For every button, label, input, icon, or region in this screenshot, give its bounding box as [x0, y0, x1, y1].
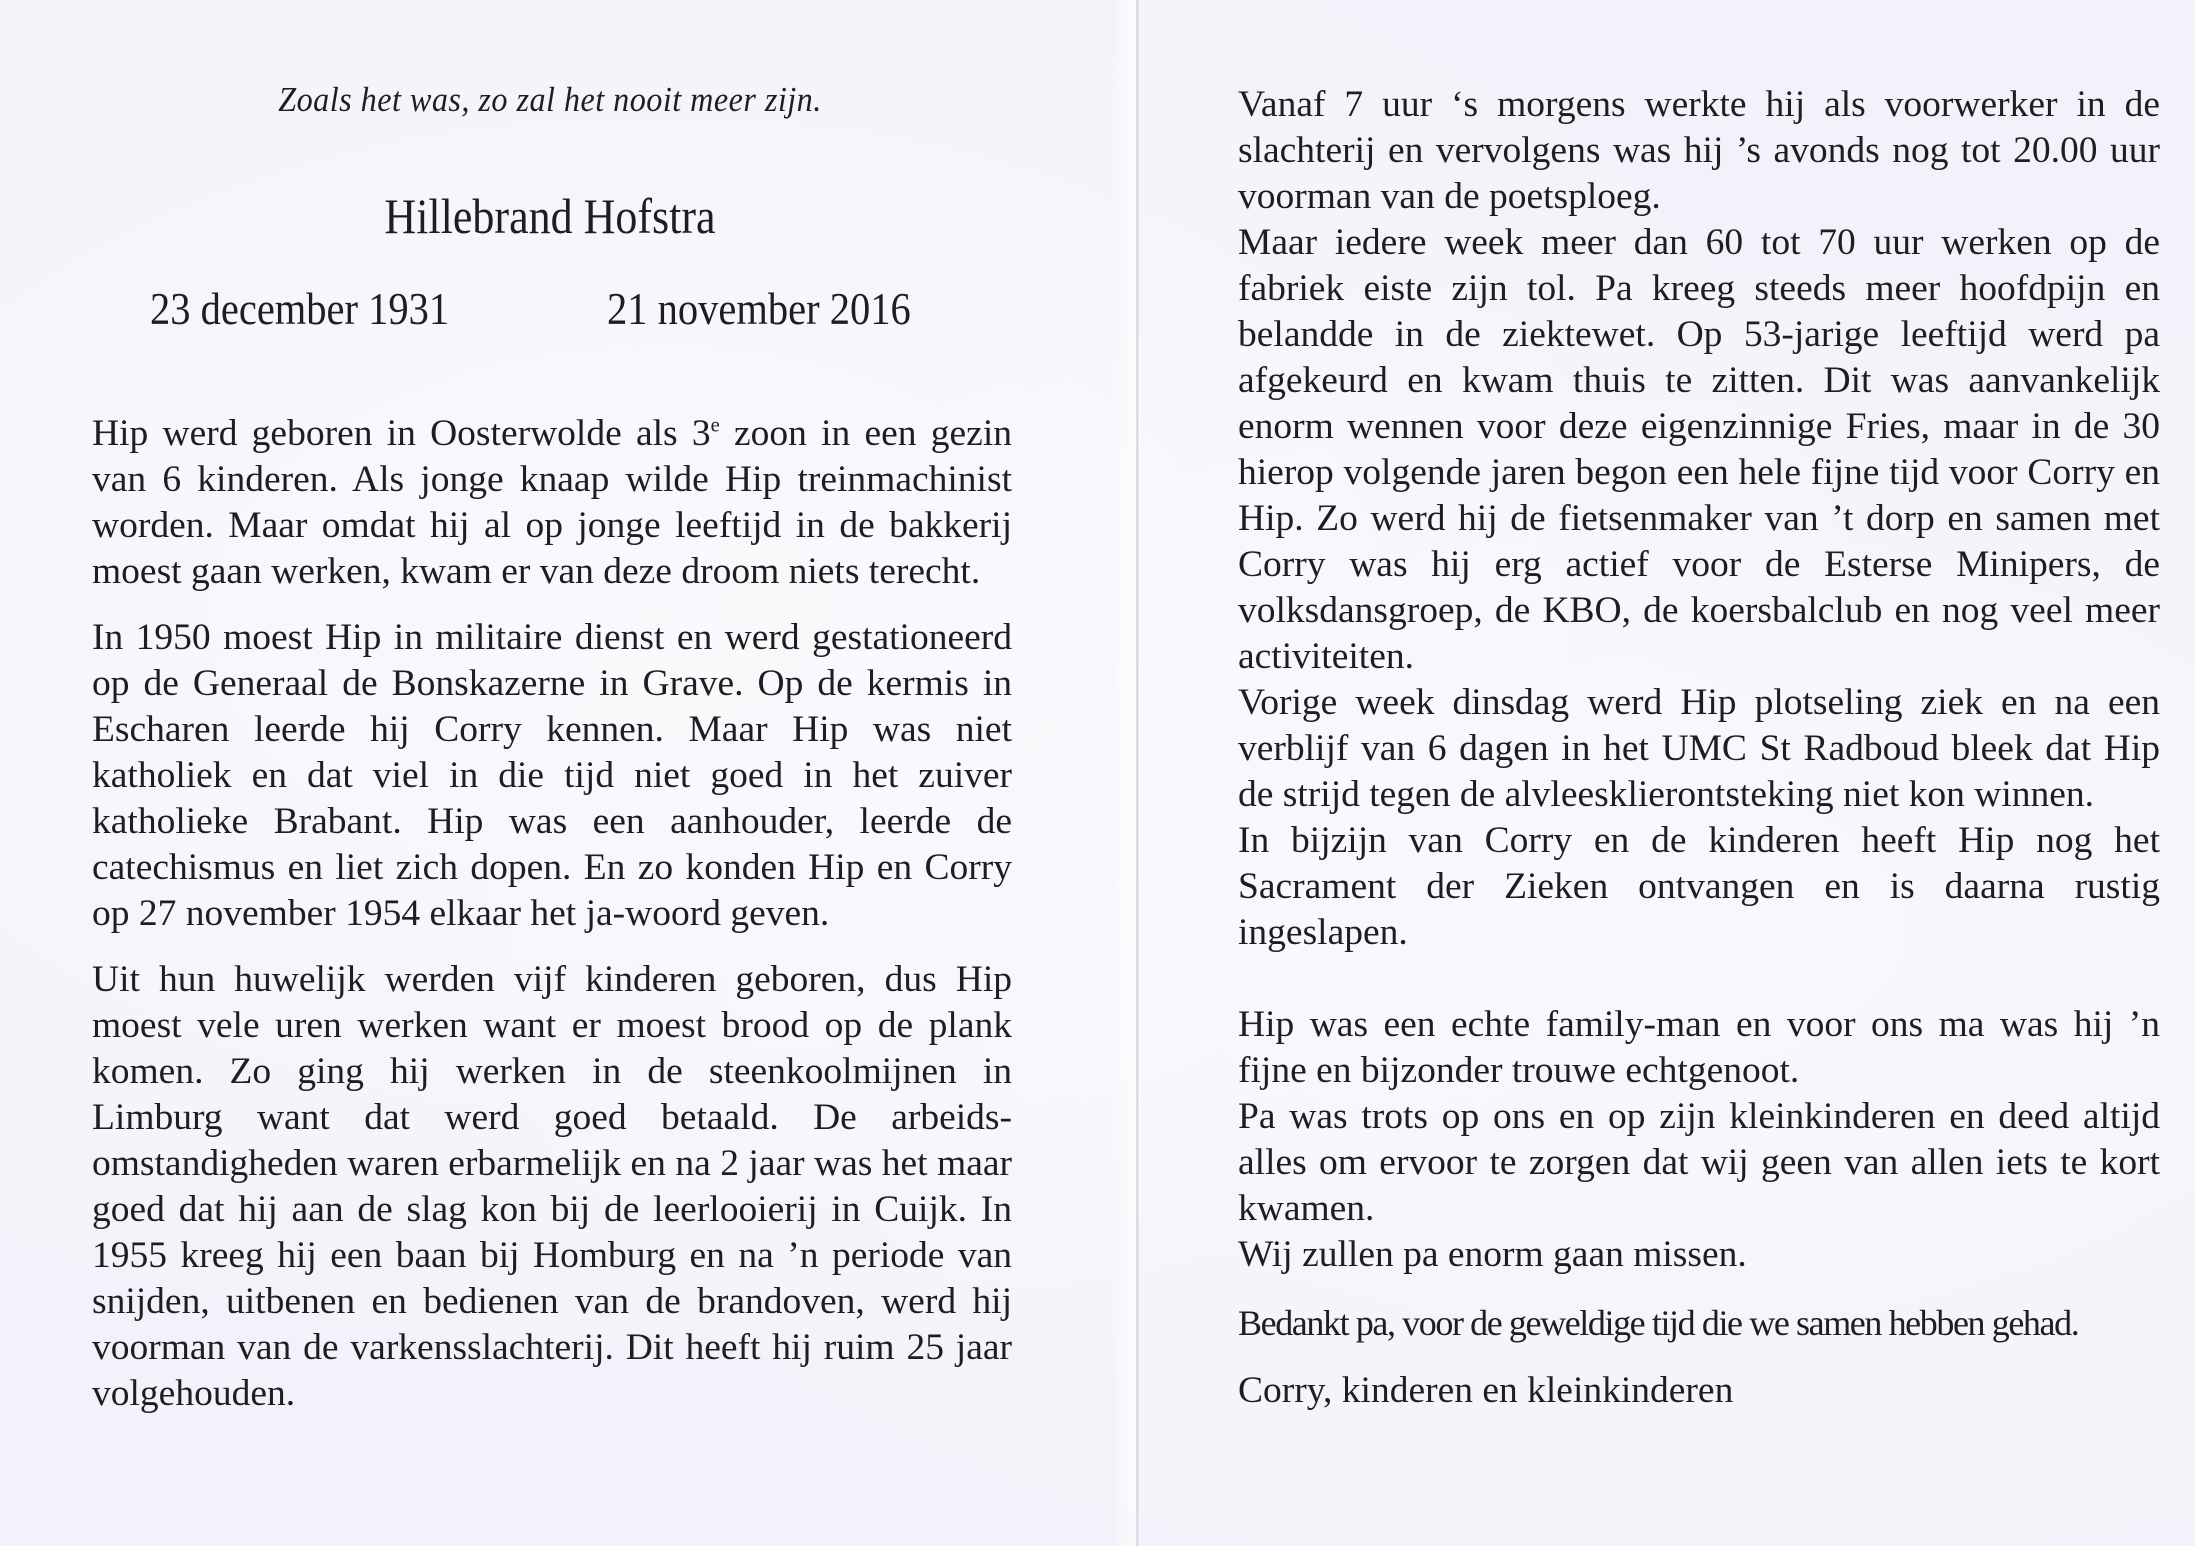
closing-thanks: Bedankt pa, voor de geweldige tijd die we samen hebben gehad. — [1238, 1303, 2079, 1343]
right-page — [1139, 0, 2195, 1546]
biography-paragraph-6: Vorige week dinsdag werd Hip plotseling ziek en na een verblijf van 6 dagen in het UMC St Radboud bleek dat Hip de strijd tegen de alvleesklierontsteking niet kon winnen. — [1238, 682, 2160, 815]
deceased-name: Hillebrand Hofstra — [384, 188, 716, 244]
paragraph-text: Hip werd geboren in Oosterwolde als 3 — [92, 413, 711, 454]
paragraph-text: zoon in een gezin van 6 kinderen. Als jonge knaap wilde Hip treinmachinist worden. Maar omdat hij al op jonge leeftijd in de bakkerij moest gaan werken, kwam er van deze droom niets terecht. — [92, 413, 1012, 592]
tribute-paragraph-2: Pa was trots op ons en op zijn kleinkinderen en deed altijd alles om ervoor te zorgen dat wij geen van allen iets te kort kwamen. — [1238, 1096, 2160, 1229]
biography-paragraph-2: In 1950 moest Hip in militaire dienst en werd gestationeerd op de Generaal de Bonskazerne in Grave. Op de kermis in Escharen leerde hij Corry kennen. Maar Hip was niet katholiek en dat viel in die tijd niet goed in het zuiver katholieke Brabant. Hip was een aanhouder, leerde de catechismus en liet zich dopen. En zo konden Hip en Corry op 27 november 1954 elkaar het ja-woord geven. — [92, 617, 1012, 934]
biography-paragraph-3: Uit hun huwelijk werden vijf kinderen geboren, dus Hip moest vele uren werken want er moest brood op de plank komen. Zo ging hij werken in de steenkoolmijnen in Limburg want dat werd goed betaald. De arbeids-omstandigheden waren erbarmelijk en na 2 jaar was het maar goed dat hij aan de slag kon bij de leerlooierij in Cuijk. In 1955 kreeg hij een baan bij Homburg en na ’n periode van snijden, uitbenen en bedienen van de brandoven, werd hij voorman van de varkensslachterij. Dit heeft hij ruim 25 jaar volgehouden. — [92, 959, 1012, 1414]
biography-paragraph-1 — [92, 411, 1012, 595]
motto: Zoals het was, zo zal het nooit meer zijn. — [278, 80, 822, 119]
biography-right-column — [1238, 82, 2160, 1414]
biography-paragraph-5: Maar iedere week meer dan 60 tot 70 uur werken op de fabriek eiste zijn tol. Pa kreeg steeds meer hoofdpijn en belandde in de ziektewet. Op 53-jarige leeftijd werd pa afgekeurd en kwam thuis te zitten. Dit was aanvankelijk enorm wennen voor deze eigenzinnige Fries, maar in de 30 hierop volgende jaren begon een hele fijne tijd voor Corry en Hip. Zo werd hij de fietsenmaker van ’t dorp en samen met Corry was hij erg actief voor de Esterse Minipers, de volksdansgroep, de KBO, de koersbalclub en nog veel meer activiteiten. — [1238, 222, 2160, 677]
tribute-paragraph-1: Hip was een echte family-man en voor ons ma was hij ’n fijne en bijzonder trouwe echtgenoot. — [1238, 1004, 2160, 1091]
signature: Corry, kinderen en kleinkinderen — [1238, 1370, 1734, 1411]
ordinal-superscript: e — [710, 414, 720, 437]
tribute-paragraph-3: Wij zullen pa enorm gaan missen. — [1238, 1234, 1747, 1275]
death-date: 21 november 2016 — [607, 284, 911, 334]
birth-date: 23 december 1931 — [150, 284, 450, 334]
biography-paragraph-7: In bijzijn van Corry en de kinderen heeft Hip nog het Sacrament der Zieken ontvangen en is daarna rustig ingeslapen. — [1238, 820, 2160, 953]
biography-left-column — [92, 411, 1012, 1417]
biography-paragraph-4: Vanaf 7 uur ‘s morgens werkte hij als voorwerker in de slachterij en vervolgens was hij ’s avonds nog tot 20.00 uur voorman van de poetsploeg. — [1238, 84, 2160, 217]
